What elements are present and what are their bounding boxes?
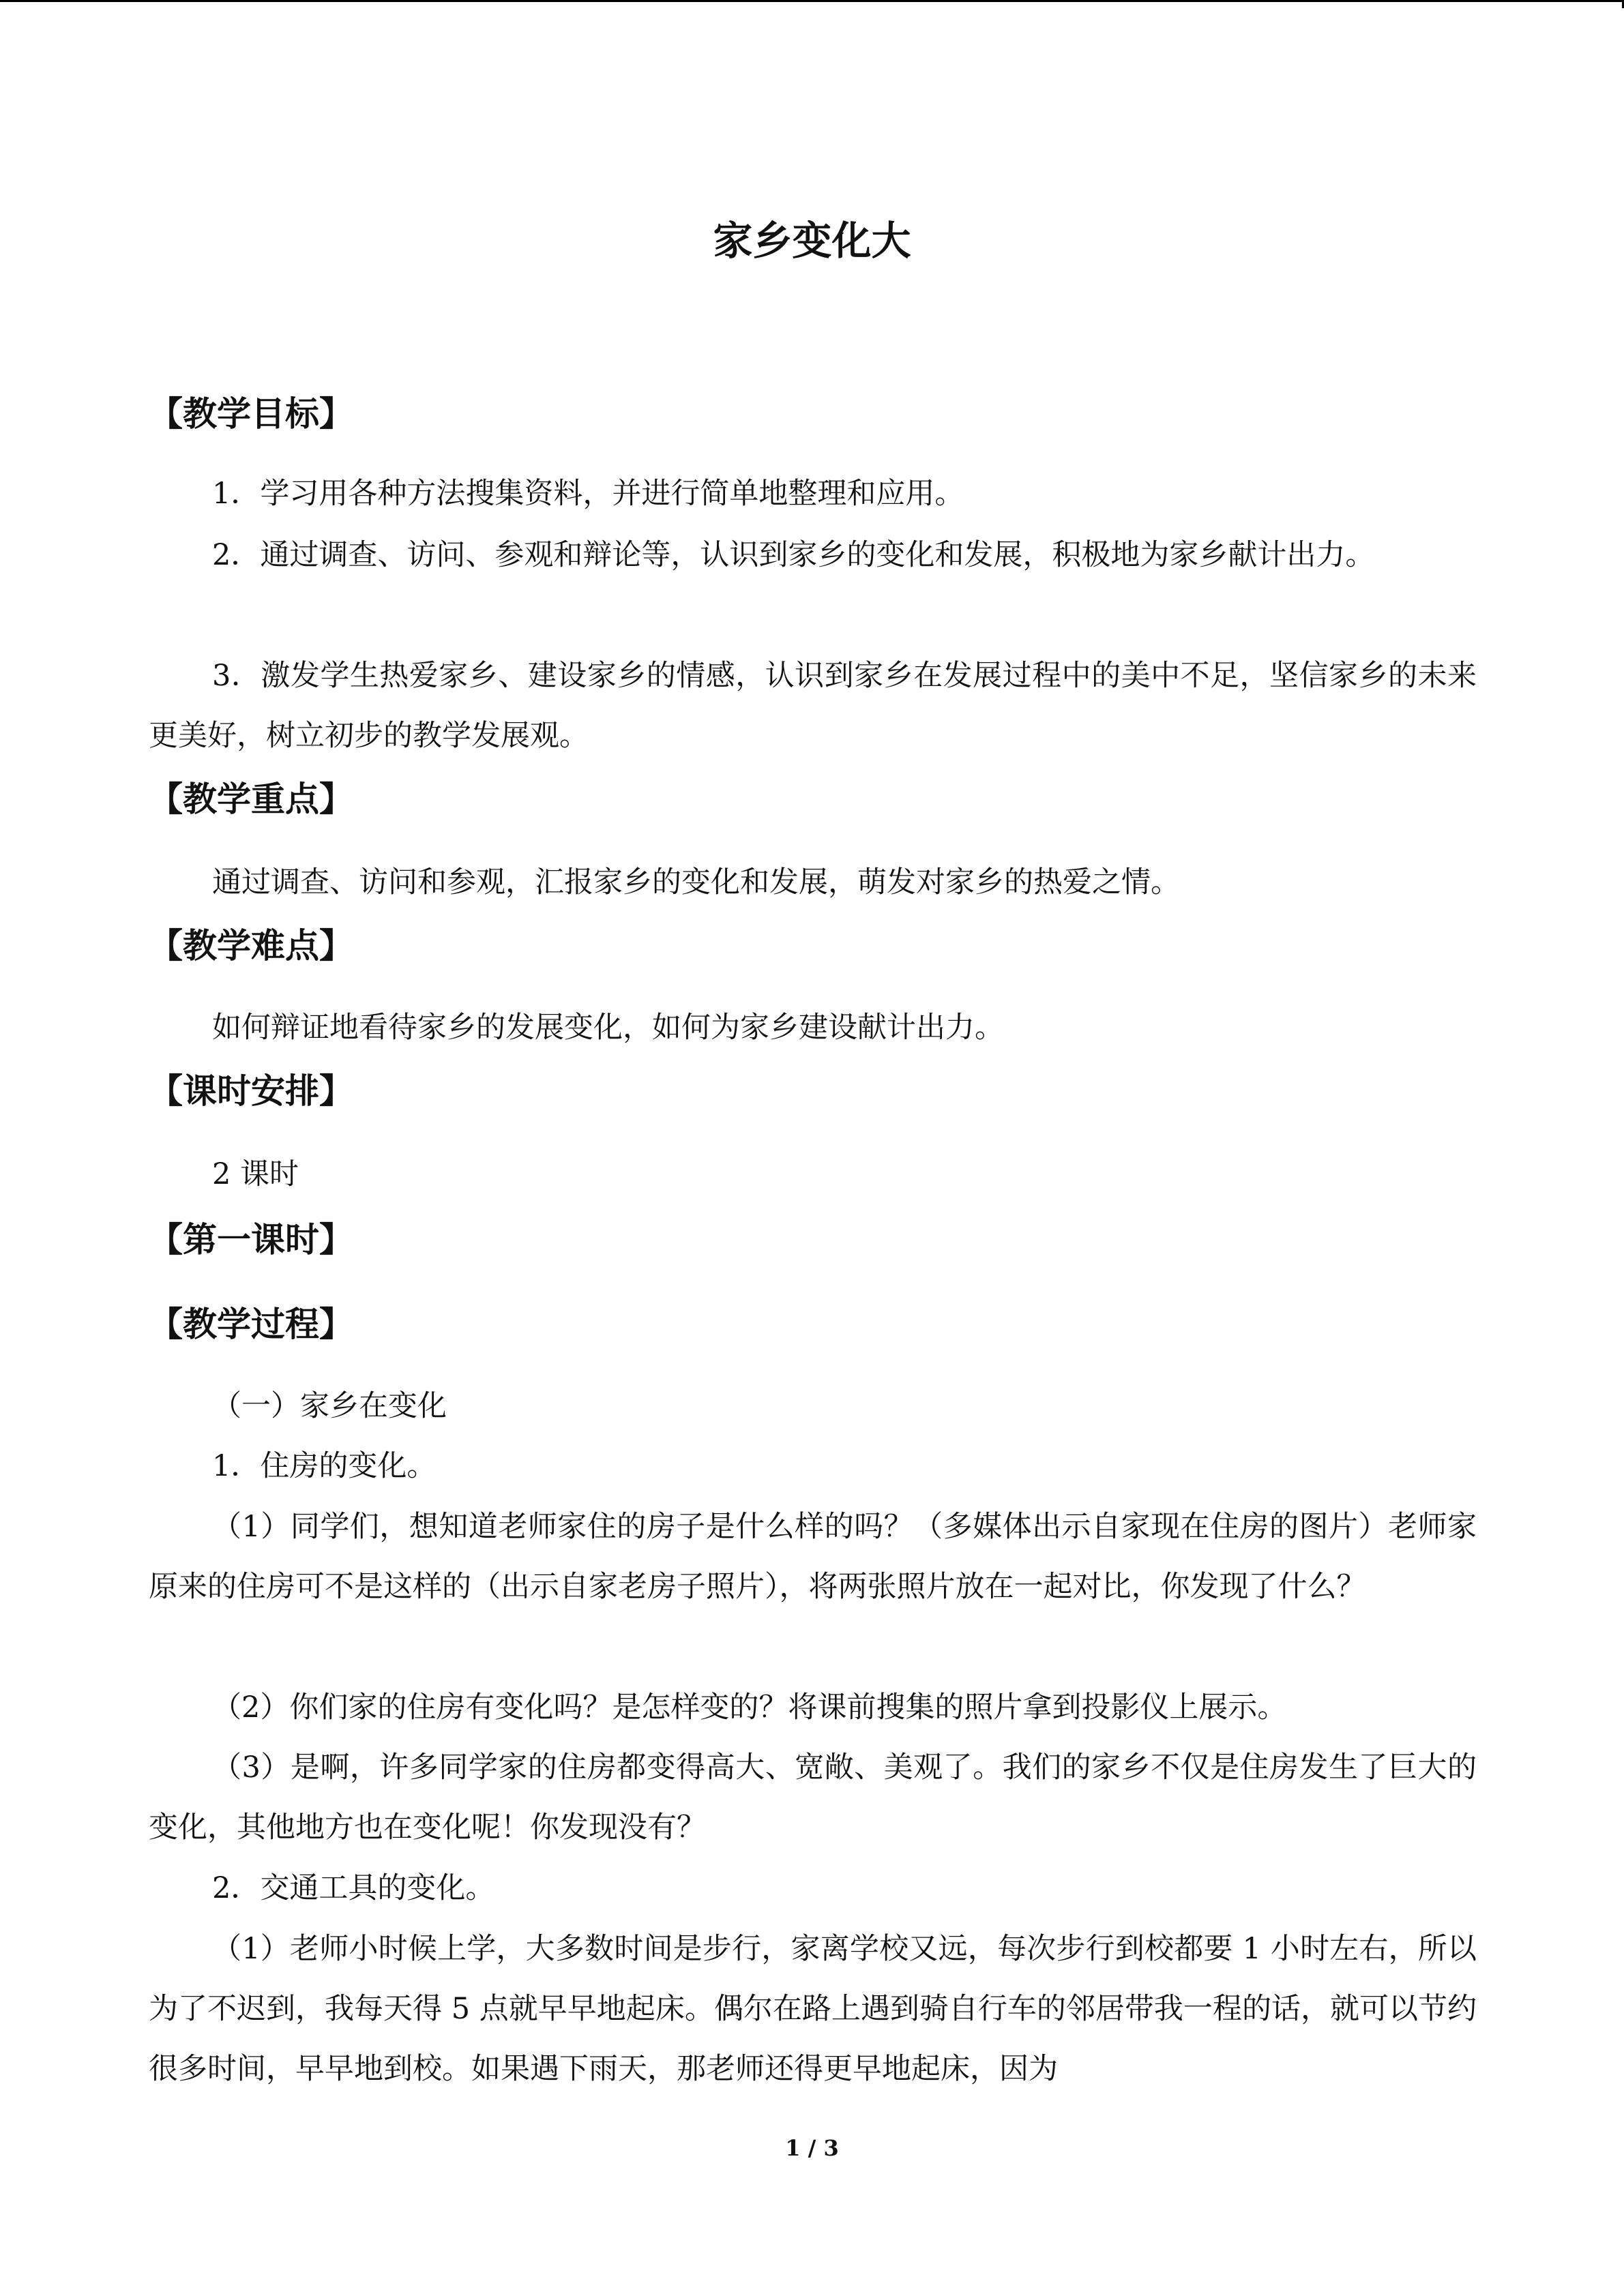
heading-process: 【教学过程】 — [149, 1304, 353, 1344]
heading-difficulties: 【教学难点】 — [149, 926, 353, 966]
heading-key-points: 【教学重点】 — [149, 779, 353, 819]
difficulties-text: 如何辩证地看待家乡的发展变化，如何为家乡建设献计出力。 — [212, 1011, 1004, 1045]
objective-item-3: 3．激发学生热爱家乡、建设家乡的情感，认识到家乡在发展过程中的美中不足，坚信家乡的未来更美好，树立初步的教学发展观。 — [149, 659, 1477, 753]
objective-item-1: 1．学习用各种方法搜集资料，并进行简单地整理和应用。 — [212, 477, 964, 511]
heading-objectives: 【教学目标】 — [149, 394, 353, 434]
process-item-transport: 2．交通工具的变化。 — [212, 1871, 495, 1905]
objective-item-2: 2．通过调查、访问、参观和辩论等，认识到家乡的变化和发展，积极地为家乡献计出力。 — [212, 538, 1375, 572]
heading-schedule: 【课时安排】 — [149, 1071, 353, 1111]
page-number: 1 / 3 — [785, 2135, 839, 2161]
housing-paragraph-2: （2）你们家的住房有变化吗？是怎样变的？将课前搜集的照片拿到投影仪上展示。 — [212, 1690, 1287, 1725]
process-item-housing: 1．住房的变化。 — [212, 1449, 437, 1483]
heading-lesson-one: 【第一课时】 — [149, 1220, 353, 1259]
page-title: 家乡变化大 — [713, 218, 911, 264]
housing-paragraph-3: （3）是啊，许多同学家的住房都变得高大、宽敞、美观了。我们的家乡不仅是住房发生了巨大的变化，其他地方也在变化呢！你发现没有？ — [149, 1750, 1477, 1845]
key-points-text: 通过调查、访问和参观，汇报家乡的变化和发展，萌发对家乡的热爱之情。 — [212, 865, 1180, 899]
schedule-text: 2 课时 — [212, 1157, 299, 1191]
housing-paragraph-1: （1）同学们，想知道老师家住的房子是什么样的吗？（多媒体出示自家现在住房的图片）老师家原来的住房可不是这样的（出示自家老房子照片），将两张照片放在一起对比，你发现了什么？ — [149, 1510, 1477, 1604]
process-section-one: （一）家乡在变化 — [212, 1389, 447, 1423]
page-top-border — [0, 0, 1624, 2]
transport-paragraph-1: （1）老师小时候上学，大多数时间是步行，家离学校又远，每次步行到校都要 1 小时左右，所以为了不迟到，我每天得 5 点就早早地起床。偶尔在路上遇到骑自行车的邻居带我一程的话，就可以节约很多时间，早早地到校。如果遇下雨天，那老师还得更早地起床，因为 — [149, 1932, 1477, 2086]
